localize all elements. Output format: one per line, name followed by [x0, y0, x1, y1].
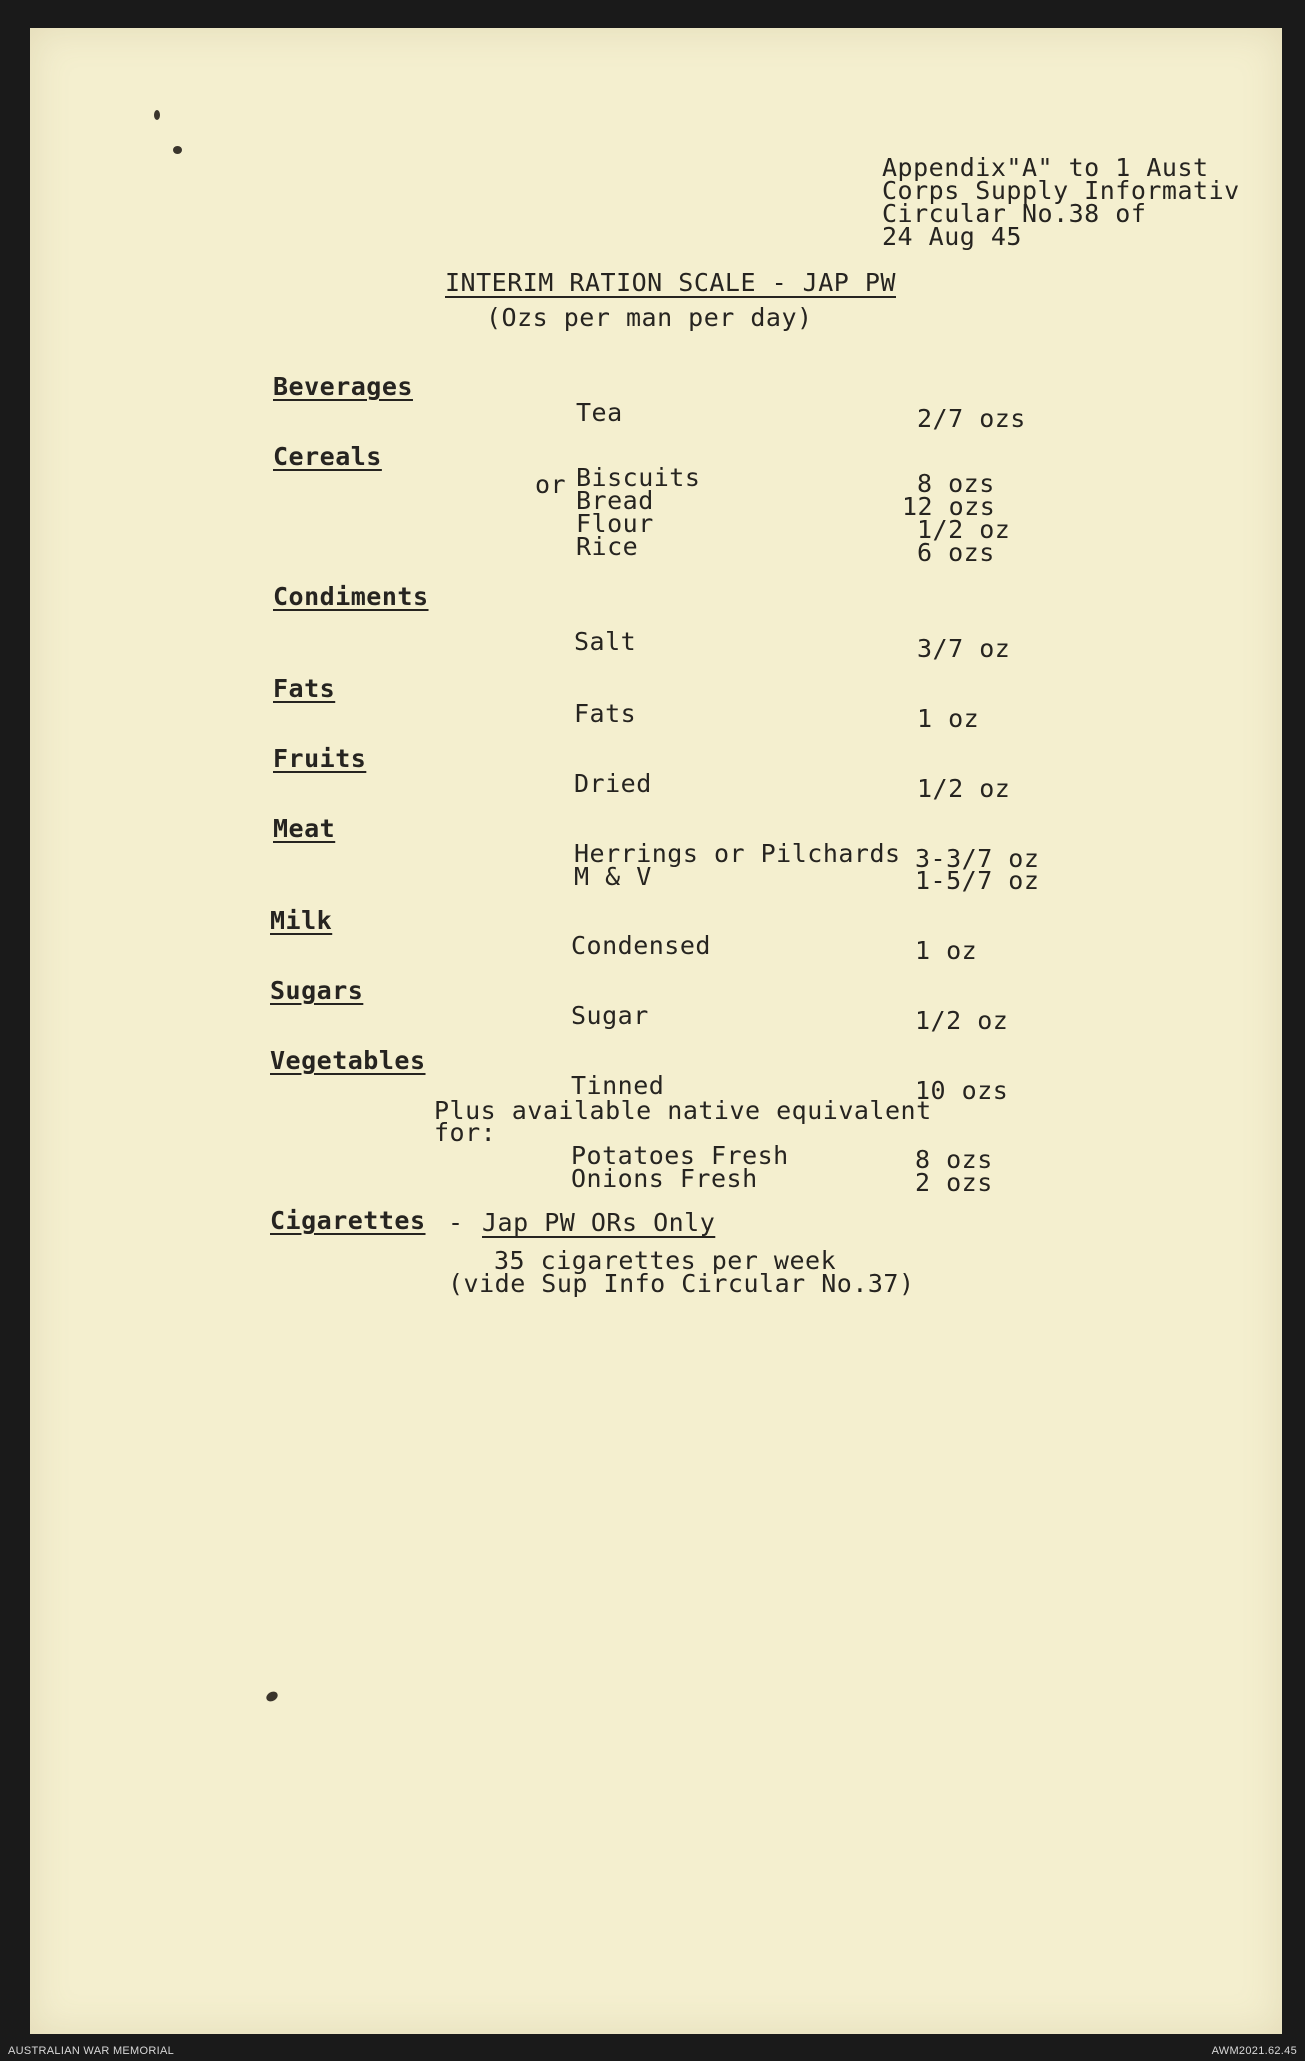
qty-bread: 12 ozs — [902, 492, 996, 521]
vegetables-note-2: for: — [434, 1118, 497, 1147]
appendix-line-2: Corps Supply Informativ — [882, 176, 1240, 205]
item-bread: Bread — [576, 486, 654, 515]
cigarettes-qualifier: Jap PW ORs Only — [482, 1208, 716, 1237]
document-page — [30, 28, 1282, 2034]
document-subtitle: (Ozs per man per day) — [486, 303, 813, 332]
qty-dried: 1/2 oz — [917, 774, 1011, 803]
qty-salt: 3/7 oz — [917, 634, 1011, 663]
item-herrings: Herrings or Pilchards — [574, 839, 901, 868]
appendix-line-4: 24 Aug 45 — [882, 222, 1022, 251]
stray-mark — [173, 146, 182, 154]
item-tea: Tea — [576, 398, 623, 427]
cigarettes-dash: - — [448, 1208, 464, 1237]
cereals-or: or — [535, 470, 567, 499]
item-rice: Rice — [576, 532, 639, 561]
qty-m-and-v: 1-5/7 oz — [915, 866, 1040, 895]
vegetables-note-1: Plus available native equivalent — [434, 1096, 932, 1125]
heading-milk: Milk — [270, 906, 333, 935]
item-dried: Dried — [574, 769, 652, 798]
heading-cigarettes: Cigarettes — [270, 1206, 426, 1235]
heading-fats: Fats — [273, 674, 336, 703]
heading-condiments: Condiments — [273, 582, 429, 611]
item-potatoes: Potatoes Fresh — [571, 1141, 789, 1170]
item-fats: Fats — [574, 699, 637, 728]
item-condensed: Condensed — [571, 931, 711, 960]
document-title: INTERIM RATION SCALE - JAP PW — [445, 268, 896, 297]
qty-tinned: 10 ozs — [915, 1076, 1009, 1105]
item-biscuits: Biscuits — [576, 463, 701, 492]
stray-mark — [154, 110, 160, 120]
qty-herrings: 3-3/7 oz — [915, 844, 1040, 873]
qty-tea: 2/7 ozs — [917, 404, 1026, 433]
footer-institution: AUSTRALIAN WAR MEMORIAL — [8, 2045, 175, 2057]
qty-condensed: 1 oz — [915, 936, 978, 965]
qty-flour: 1/2 oz — [917, 515, 1011, 544]
item-salt: Salt — [574, 627, 637, 656]
item-m-and-v: M & V — [574, 862, 652, 891]
qty-fats: 1 oz — [917, 704, 980, 733]
cigarettes-line-2: (vide Sup Info Circular No.37) — [448, 1269, 915, 1298]
stray-mark — [265, 1690, 280, 1704]
item-onions: Onions Fresh — [571, 1164, 758, 1193]
qty-sugar: 1/2 oz — [915, 1006, 1009, 1035]
item-flour: Flour — [576, 509, 654, 538]
appendix-line-3: Circular No.38 of — [882, 199, 1147, 228]
qty-onions: 2 ozs — [915, 1168, 993, 1197]
heading-cereals: Cereals — [273, 442, 382, 471]
qty-rice: 6 ozs — [917, 538, 995, 567]
heading-fruits: Fruits — [273, 744, 367, 773]
heading-meat: Meat — [273, 814, 336, 843]
heading-beverages: Beverages — [273, 372, 413, 401]
footer-accession-number: AWM2021.62.45 — [1211, 2045, 1297, 2057]
heading-vegetables: Vegetables — [270, 1046, 426, 1075]
appendix-line-1: Appendix"A" to 1 Aust — [882, 153, 1209, 182]
item-sugar: Sugar — [571, 1001, 649, 1030]
qty-potatoes: 8 ozs — [915, 1145, 993, 1174]
heading-sugars: Sugars — [270, 976, 364, 1005]
item-tinned: Tinned — [571, 1071, 665, 1100]
qty-biscuits: 8 ozs — [917, 469, 995, 498]
cigarettes-line-1: 35 cigarettes per week — [494, 1246, 837, 1275]
